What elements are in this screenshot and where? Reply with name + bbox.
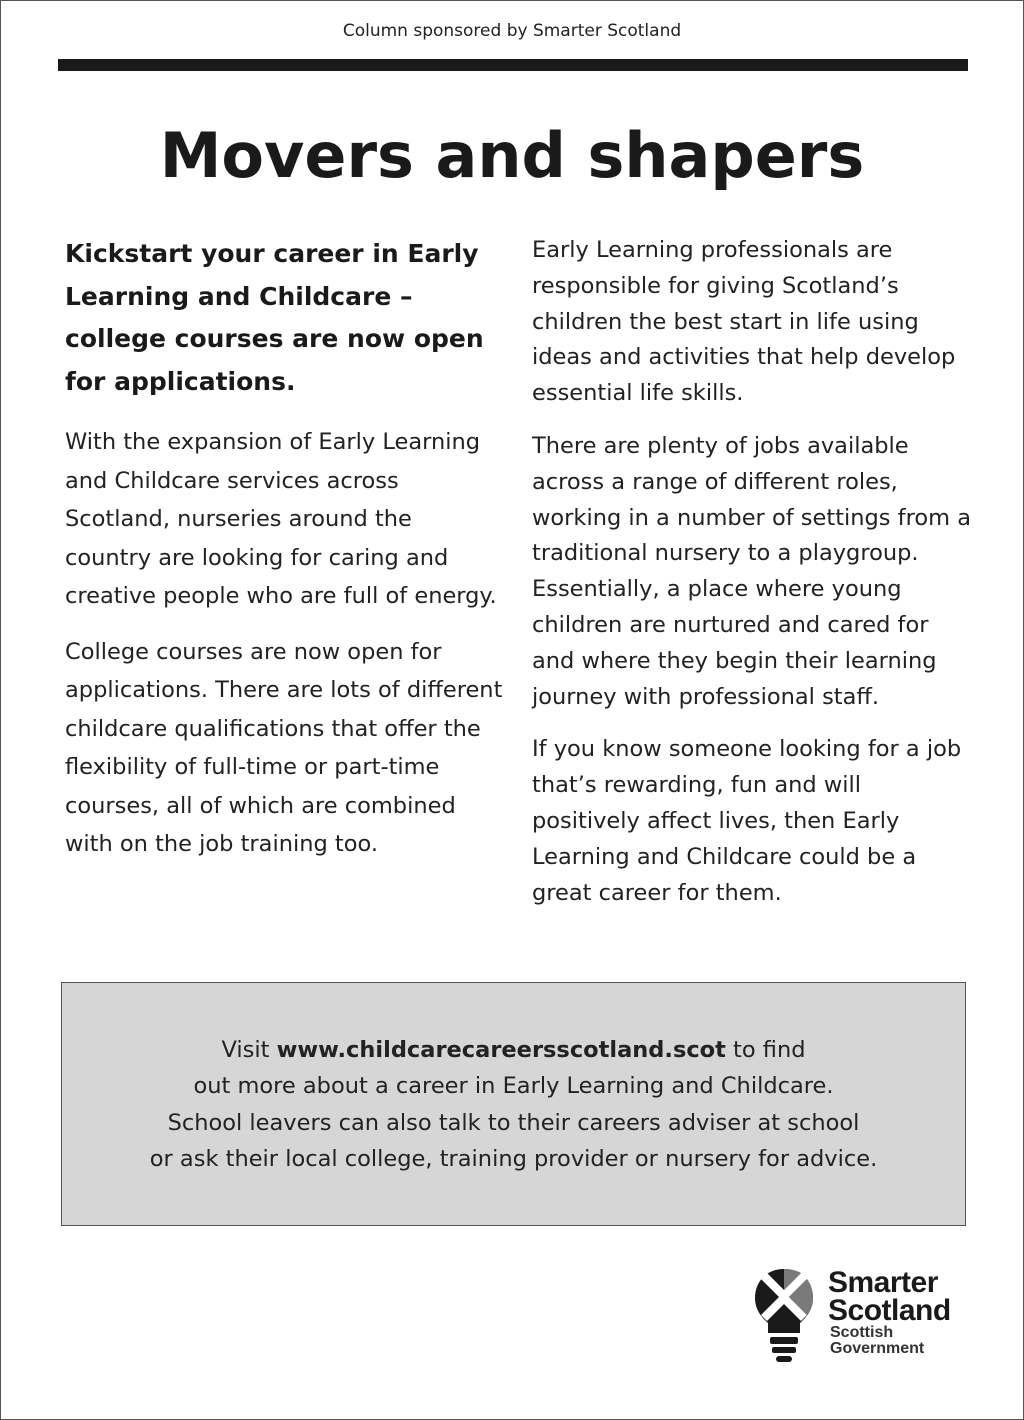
info-callout-box — [61, 982, 966, 1226]
right-paragraph: If you know someone looking for a job that’s rewarding, fun and will positively affect lives, then Early Learning and Childcare could be a great career for them. — [532, 736, 962, 906]
logo-wordmark — [828, 1266, 951, 1327]
logo-line: Scotland — [828, 1294, 951, 1327]
intro-heading: Kickstart your career in Early Learning and Childcare – college courses are now open for applications. — [65, 239, 484, 396]
left-column — [65, 233, 505, 881]
website-link[interactable]: www.childcarecareersscotland.scot — [276, 1037, 726, 1063]
logo-gov-line: Government — [830, 1340, 925, 1357]
logo-line: Smarter — [828, 1266, 938, 1299]
right-paragraph: There are plenty of jobs available across a range of different roles, working in a number of settings from a traditional nursery to a playgroup. Essentially, a place where young children are nurtured and cared for and where they begin their learning journey with professional staff. — [532, 432, 971, 710]
logo-gov-line: Scottish — [830, 1324, 894, 1341]
callout-line: School leavers can also talk to their careers adviser at school — [167, 1109, 860, 1136]
header-rule — [58, 59, 968, 71]
callout-text — [62, 1032, 965, 1177]
sponsor-line: Column sponsored by Smarter Scotland — [342, 21, 682, 41]
callout-line: out more about a career in Early Learning and Childcare. — [193, 1073, 834, 1100]
saltire-lightbulb-icon — [753, 1267, 815, 1363]
callout-line — [62, 1032, 965, 1068]
callout-visit: Visit — [221, 1037, 270, 1063]
callout-line1-end: to find — [733, 1037, 806, 1063]
page-title: Movers and shapers — [159, 119, 865, 192]
left-paragraph: With the expansion of Early Learning and Childcare services across Scotland, nurseries around the country are looking for caring and creative people who are full of energy. — [65, 429, 497, 609]
smarter-scotland-logo — [753, 1267, 973, 1367]
right-column — [532, 233, 972, 928]
callout-line: or ask their local college, training provider or nursery for advice. — [149, 1145, 878, 1172]
right-paragraph: Early Learning professionals are responsible for giving Scotland’s children the best start in life using ideas and activities that help develop essential life skills. — [532, 237, 956, 407]
left-paragraph: College courses are now open for applications. There are lots of different childcare qualifications that offer the flexibility of full-time or part-time courses, all of which are combined with on the job training too. — [65, 638, 503, 857]
logo-government — [830, 1325, 924, 1357]
